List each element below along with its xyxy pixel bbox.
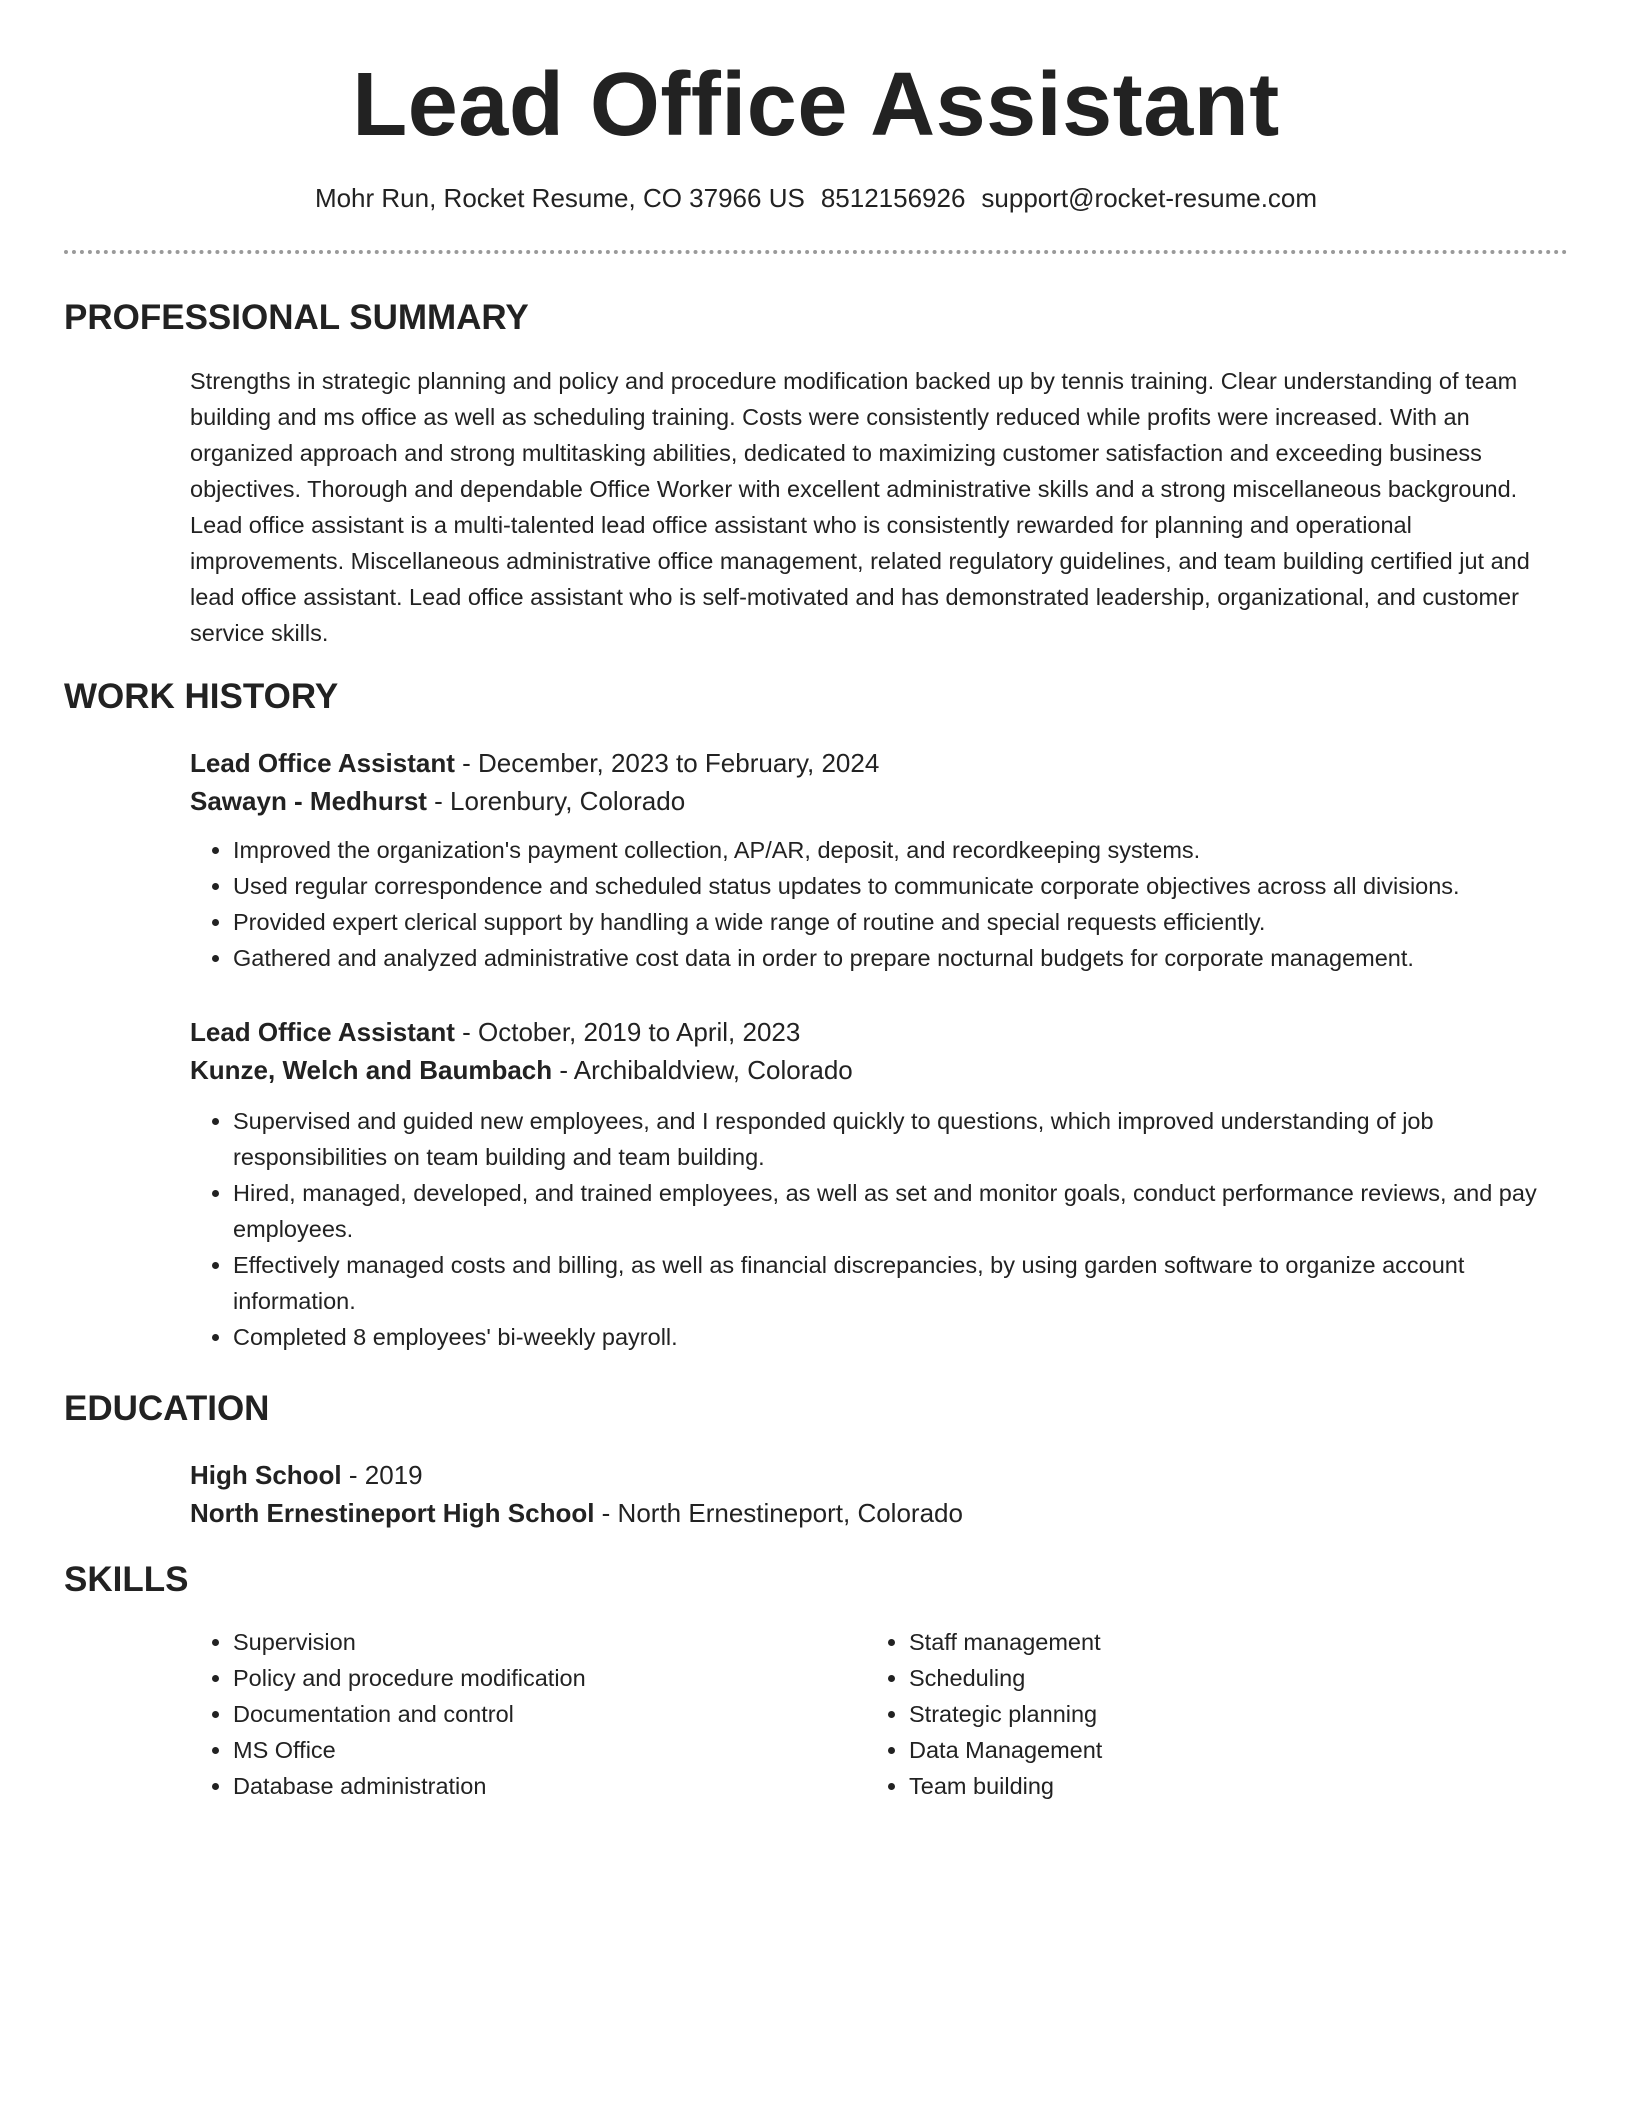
education-school-line [190, 1494, 1568, 1532]
list-item: • Effectively managed costs and billing, as well as financial discrepancies, by using garden software to organize account information. [233, 1247, 1568, 1319]
job-title-line [190, 744, 1568, 782]
list-item: • Completed 8 employees' bi-weekly payroll. [233, 1319, 1568, 1355]
list-item: • Hired, managed, developed, and trained employees, as well as set and monitor goals, conduct performance reviews, and pay employees. [233, 1175, 1568, 1247]
education-location: - North Ernestineport, Colorado [594, 1498, 963, 1528]
skill-item: • Data Management [909, 1732, 1526, 1768]
section-title-work-history: WORK HISTORY [64, 677, 339, 716]
skill-item: • Database administration [233, 1768, 850, 1804]
list-item: • Improved the organization's payment collection, AP/AR, deposit, and recordkeeping systems. [233, 832, 1568, 868]
section-title-summary: PROFESSIONAL SUMMARY [64, 298, 529, 337]
job-title: Lead Office Assistant [190, 748, 455, 778]
contact-line [0, 178, 1632, 218]
skills-list-left [190, 1624, 850, 1804]
skill-item: • Strategic planning [909, 1696, 1526, 1732]
contact-address: Mohr Run, Rocket Resume, CO 37966 US [314, 183, 805, 213]
candidate-name: Lead Office Assistant [352, 55, 1280, 155]
skills-column-right [866, 1624, 1526, 1804]
list-item: • Used regular correspondence and scheduled status updates to communicate corporate objectives across all divisions. [233, 868, 1568, 904]
job-company: Kunze, Welch and Baumbach [190, 1055, 553, 1085]
skill-item: • Policy and procedure modification [233, 1660, 850, 1696]
skill-item: • Staff management [909, 1624, 1526, 1660]
contact-phone: 8512156926 [820, 183, 966, 213]
job-bullets [190, 1103, 1568, 1355]
job-entry-1 [190, 744, 1568, 976]
list-item: • Gathered and analyzed administrative cost data in order to prepare nocturnal budgets for corporate management. [233, 940, 1568, 976]
job-location: - Archibaldview, Colorado [552, 1055, 853, 1085]
job-dates: - October, 2019 to April, 2023 [454, 1017, 801, 1047]
header-divider [64, 250, 1568, 254]
skill-item: • Team building [909, 1768, 1526, 1804]
job-company-line [190, 782, 1568, 820]
list-item: • Supervised and guided new employees, and I responded quickly to questions, which improved understanding of job responsibilities on team building and team building. [233, 1103, 1568, 1175]
job-company-line [190, 1051, 1568, 1089]
job-dates: - December, 2023 to February, 2024 [454, 748, 880, 778]
section-title-skills: SKILLS [64, 1560, 189, 1599]
education-degree-line [190, 1456, 1568, 1494]
list-item: • Provided expert clerical support by handling a wide range of routine and special requests efficiently. [233, 904, 1568, 940]
summary-text: Strengths in strategic planning and policy and procedure modification backed up by tennis training. Clear understanding of team building and ms office as well as scheduling training. Costs were consistently reduced while profits were increased. With an organized approach and strong multitasking abilities, dedicated to maximizing customer satisfaction and exceeding business objectives. Thorough and dependable Office Worker with excellent administrative skills and a strong miscellaneous background. Lead office assistant is a multi-talented lead office assistant who is consistently rewarded for planning and operational improvements. Miscellaneous administrative office management, related regulatory guidelines, and team building certified jut and lead office assistant. Lead office assistant who is self-motivated and has demonstrated leadership, organizational, and customer service skills. [190, 368, 1530, 646]
job-company: Sawayn - Medhurst [190, 786, 427, 816]
job-entry-2 [190, 1013, 1568, 1355]
skill-item: • Supervision [233, 1624, 850, 1660]
education-entry [190, 1456, 1568, 1532]
skill-item: • Documentation and control [233, 1696, 850, 1732]
job-location: - Lorenbury, Colorado [426, 786, 686, 816]
job-title-line [190, 1013, 1568, 1051]
skill-item: • Scheduling [909, 1660, 1526, 1696]
job-bullets [190, 832, 1568, 976]
education-school: North Ernestineport High School [190, 1498, 595, 1528]
education-year: - 2019 [341, 1460, 423, 1490]
section-title-education: EDUCATION [64, 1389, 270, 1428]
contact-email: support@rocket-resume.com [981, 183, 1318, 213]
skills-list-right [866, 1624, 1526, 1804]
education-degree: High School [190, 1460, 342, 1490]
job-title: Lead Office Assistant [190, 1017, 455, 1047]
skill-item: • MS Office [233, 1732, 850, 1768]
skills-column-left [190, 1624, 850, 1804]
